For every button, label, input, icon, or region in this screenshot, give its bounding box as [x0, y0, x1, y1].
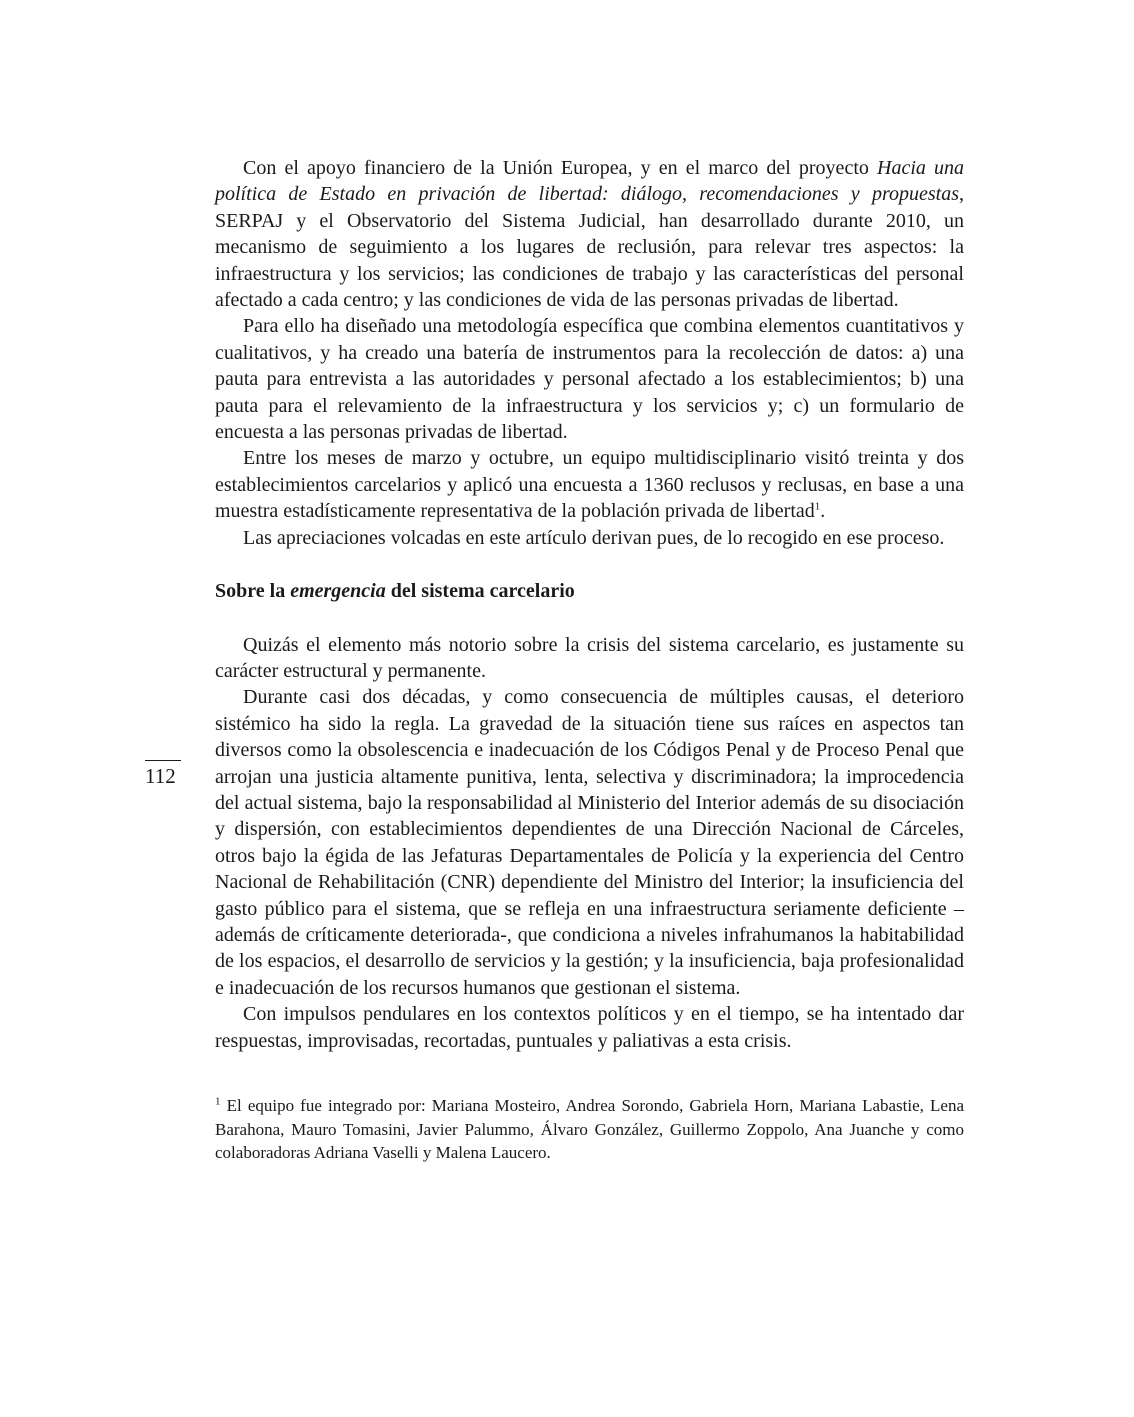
section-paragraph-1: Quizás el elemento más notorio sobre la crisis del sistema carcelario, es justamente su carácter estructural y permanente. [215, 633, 964, 682]
intro-paragraph-3-end: . [820, 500, 826, 523]
page-number-rule [145, 760, 181, 761]
intro-paragraph-3-text: Entre los meses de marzo y octubre, un equipo multidisciplinario visitó treinta y dos establecimientos carcelarios y aplicó una encuesta a 1360 reclusos y reclusas, en base a una muestra estadísticamente representativa de la población privada de libertad [215, 447, 964, 523]
project-title: Hacia una política de Estado en privación de libertad: diálogo, recomendaciones y propuestas [215, 157, 964, 206]
section-paragraph-3: Con impulsos pendulares en los contextos políticos y en el tiempo, se ha intentado dar respuestas, improvisadas, recortadas, puntuales y paliativas a esta crisis. [215, 1003, 964, 1052]
section-heading-start: Sobre la [215, 580, 291, 603]
footnote-text: El equipo fue integrado por: Mariana Mosteiro, Andrea Sorondo, Gabriela Horn, Mariana Labastie, Lena Barahona, Mauro Tomasini, Javier Palummo, Álvaro González, Guillermo Zoppolo, Ana Juanche y como colaboradoras Adriana Vaselli y Malena Laucero. [215, 1096, 964, 1162]
footnote-mark: 1 [215, 1095, 221, 1108]
intro-paragraph-1-end: , SERPAJ y el Observatorio del Sistema Judicial, han desarrollado durante 2010, un mecanismo de seguimiento a los lugares de reclusión, para relevar tres aspectos: la infraestructura y los servicios; las condiciones de trabajo y las características del personal afectado a cada centro; y las condiciones de vida de las personas privadas de libertad. [215, 183, 964, 312]
section-heading-emphasis: emergencia [290, 580, 386, 603]
footnote-reference[interactable]: 1 [814, 500, 821, 513]
section-heading [215, 578, 964, 604]
intro-paragraph-4: Las apreciaciones volcadas en este artículo derivan pues, de lo recogido en ese proceso. [243, 526, 945, 549]
section-paragraph-2: Durante casi dos décadas, y como consecuencia de múltiples causas, el deterioro sistémico ha sido la regla. La gravedad de la situación tiene sus raíces en aspectos tan diversos como la obsolescencia e inadecuación de los Códigos Penal y de Proceso Penal que arrojan una justicia altamente punitiva, lenta, selectiva y discriminadora; la improcedencia del actual sistema, bajo la responsabilidad al Ministerio del Interior además de su disociación y dispersión, con establecimientos dependientes de una Dirección Nacional de Cárceles, otros bajo la égida de las Jefaturas Departamentales de Policía y la experiencia del Centro Nacional de Rehabilitación (CNR) dependiente del Ministro del Interior; la insuficiencia del gasto público para el sistema, que se refleja en una infraestructura seriamente deficiente –además de críticamente deteriorada-, que condiciona a niveles infrahumanos la habitabilidad de los espacios, el desarrollo de servicios y la gestión; y la insuficiencia, baja profesionalidad e inadecuación de los recursos humanos que gestionan el sistema. [215, 686, 964, 999]
page-content [215, 155, 964, 1165]
section-heading-end: del sistema carcelario [385, 580, 575, 603]
intro-paragraph-1-start: Con el apoyo financiero de la Unión Europea, y en el marco del proyecto [243, 157, 877, 179]
intro-paragraph-3 [215, 445, 964, 524]
intro-paragraph-1 [215, 155, 964, 313]
footnotes [215, 1094, 964, 1165]
intro-paragraph-2: Para ello ha diseñado una metodología específica que combina elementos cuantitativos y cualitativos, y ha creado una batería de instrumentos para la recolección de datos: a) una pauta para entrevista a las autoridades y personal afectado a los establecimientos; b) una pauta para el relevamiento de la infraestructura y los servicios y; c) un formulario de encuesta a las personas privadas de libertad. [215, 315, 964, 444]
intro-text [215, 155, 964, 551]
page-number: 112 [145, 764, 176, 788]
section-text [215, 632, 964, 1055]
footnote-1 [215, 1094, 964, 1165]
